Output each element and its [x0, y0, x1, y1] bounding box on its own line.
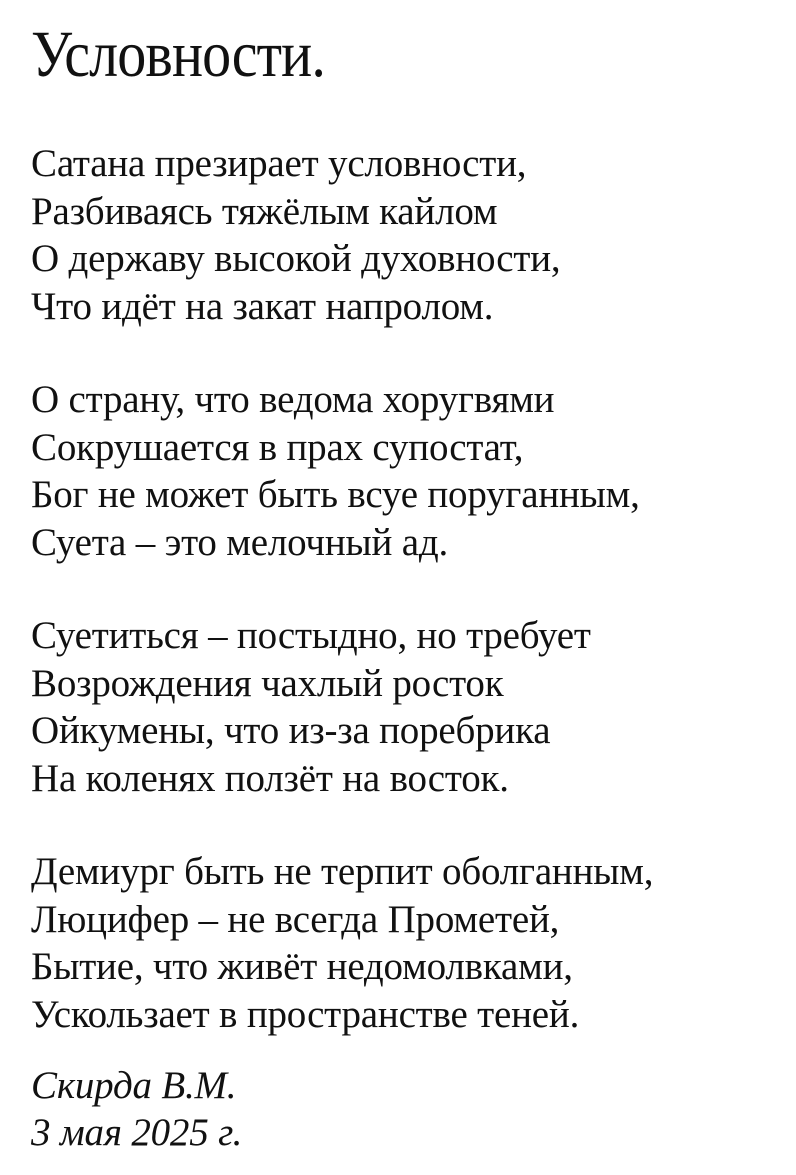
verse-line: Суетиться – постыдно, но требует	[31, 614, 591, 657]
verse-line: Суета – это мелочный ад.	[31, 520, 449, 564]
signature-block	[31, 1062, 242, 1156]
verse-line: Люцифер – не всегда Прометей,	[31, 897, 560, 941]
stanza-3	[31, 612, 653, 802]
verse-line: На коленях ползёт на восток.	[31, 756, 509, 800]
verse-line: Бытие, что живёт недомолвками,	[31, 945, 573, 988]
stanza-1	[31, 140, 653, 330]
poem-body	[31, 140, 653, 1084]
verse-line: О страну, что ведома хоругвями	[31, 378, 555, 421]
verse-line: Сокрушается в прах супостат,	[31, 425, 524, 469]
verse-line: О державу высокой духовности,	[31, 237, 561, 280]
verse-line: Бог не может быть всуе поруганным,	[31, 473, 640, 516]
verse-line: Демиург быть не терпит оболганным,	[31, 850, 654, 893]
verse-line: Что идёт на закат напролом.	[31, 284, 494, 328]
author-name: Скирда В.М.	[31, 1064, 237, 1107]
stanza-2	[31, 376, 653, 566]
poem-title: Условности.	[31, 18, 326, 91]
verse-line: Ойкумены, что из-за поребрика	[31, 709, 551, 752]
verse-line: Ускользает в пространстве теней.	[31, 992, 580, 1036]
verse-line: Разбиваясь тяжёлым кайлом	[31, 189, 498, 233]
stanza-4	[31, 848, 653, 1038]
verse-line: Возрождения чахлый росток	[31, 661, 504, 705]
poem-date: 3 мая 2025 г.	[31, 1111, 243, 1154]
verse-line: Сатана презирает условности,	[31, 142, 527, 185]
